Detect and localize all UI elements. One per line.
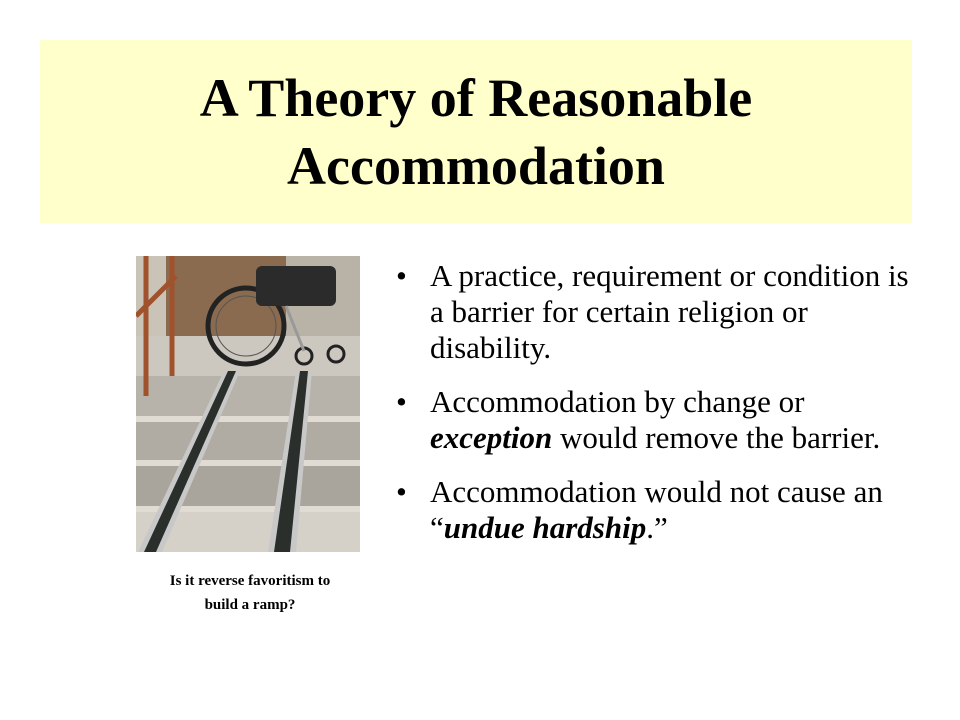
bullet-marker: • [396,384,407,419]
bullet-item-2 [396,384,916,456]
bullet-text: Accommodation would not cause an “ [430,474,883,545]
bullet-marker: • [396,474,407,509]
photo-caption-line-1: Is it reverse favoritism to [169,573,331,589]
photo-caption-line-2: build a ramp? [204,597,296,613]
slide-title-line-1: A Theory of Reasonable [199,67,753,128]
bullet-text: A practice, requirement or condition is a barrier for certain religion or disability. [430,258,909,365]
title-band [40,40,912,223]
slide-title-line-2: Accommodation [287,135,665,196]
ramp-illustration [136,256,360,552]
bullet-item-3 [396,474,916,546]
bullet-list [396,258,916,564]
bullet-text: .” [646,510,668,545]
bullet-emphasis: exception [430,420,553,455]
ramp-photo [136,256,360,552]
bullet-text: would remove the barrier. [552,420,881,455]
bullet-marker: • [396,258,407,293]
bullet-text: Accommodation by change or [430,384,805,419]
bullet-item-1 [396,258,916,366]
photo-caption [118,569,382,617]
bullet-emphasis: undue hardship [443,510,647,545]
